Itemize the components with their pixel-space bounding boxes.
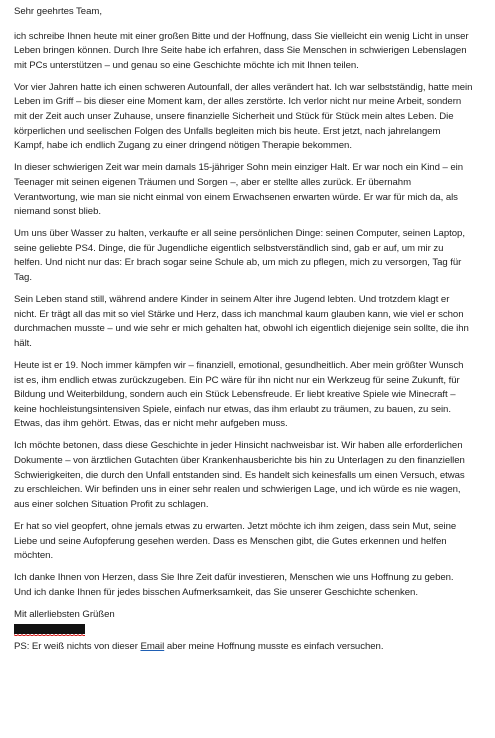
letter-closing: Mit allerliebsten Grüßen [14, 608, 115, 620]
paragraph-wish: Heute ist er 19. Noch immer kämpfen wir – finanziell, emotional, gesundheitlich. Aber mein größter Wunsch ist es, ihm endlich etwas zurückzugeben. Ein PC wäre für ihn nicht nur ein Werkzeug für seine Zukunft, für Bildung und Weiterbildung, sondern auch ein Stück Lebensfreude. Er liebt kreative Spiele wie Minecraft – keine hochleistungsintensiven Spiele, einfach nur etwas, das ihm erlaubt zu träumen, zu bauen, zu sein. Etwas, das ihm gehört. Etwas, das er nicht mehr aufgeben muss. [14, 359, 464, 430]
postscript-text-before: PS: Er weiß nichts von dieser [14, 641, 141, 653]
redacted-signature [14, 624, 85, 634]
paragraph-courage: Er hat so viel geopfert, ohne jemals etwas zu erwarten. Jetzt möchte ich ihm zeigen, dass sein Mut, seine Liebe und seine Aufopferung gesehen werden. Dass es Menschen gibt, die Gutes erkennen und helfen möchten. [14, 520, 457, 562]
paragraph-proof: Ich möchte betonen, dass diese Geschichte in jeder Hinsicht nachweisbar ist. Wir haben alle erforderlichen Dokumente – von ärztlichen Gutachten über Krankenhausberichte bis hin zu Unterlagen zu den finanziellen Schwierigkeiten, die durch den Unfall entstanden sind. Es handelt sich keinesfalls um einen Versuch, etwas zu erschleichen. Wir befinden uns in einer sehr realen und schwierigen Lage, und ich würde es nie wagen, aus einer solchen Situation Profit zu schlagen. [14, 440, 465, 510]
paragraph-sacrifices: Um uns über Wasser zu halten, verkaufte er all seine persönlichen Dinge: seinen Computer, seinen Laptop, seine geliebte PS4. Dinge, die für Jugendliche eigentlich selbstverständlich sind, gab er auf, um mir zu helfen. Und nicht nur das: Er brach sogar seine Schule ab, um mich zu pflegen, mich zu versorgen, Tag für Tag. [14, 228, 465, 283]
paragraph-intro: ich schreibe Ihnen heute mit einer großen Bitte und der Hoffnung, dass Sie vielleicht ein wenig Licht in unser Leben bringen können. Durch Ihre Seite habe ich erfahren, dass Sie Menschen in schwierigen Lebenslagen mit PCs unterstützen – und genau so eine Geschichte möchte ich mit Ihnen teilen. [14, 30, 469, 71]
postscript [14, 640, 473, 655]
paragraph-son-support: In dieser schwierigen Zeit war mein damals 15-jähriger Sohn mein einziger Halt. Er war noch ein Kind – ein Teenager mit seinen eigenen Träumen und Sorgen –, aber er stellte alles zurück. Er übernahm Verantwortung, wie man sie nicht einmal von einem Erwachsenen erwarten würde. Er war für mich da, als niemand sonst blieb. [14, 162, 464, 218]
letter-greeting: Sehr geehrtes Team, [14, 6, 102, 17]
paragraph-standstill: Sein Leben stand still, während andere Kinder in seinem Alter ihre Jugend lebten. Und trotzdem klagt er nicht. Er trägt all das mit so viel Stärke und Herz, dass ich manchmal kaum glauben kann, wie viel er schon durchmachen musste – und wie sehr er mich gehalten hat, obwohl ich eigentlich diejenige sein sollte, die ihn hält. [14, 294, 469, 349]
postscript-text-after: aber meine Hoffnung musste es einfach versuchen. [164, 641, 384, 653]
paragraph-thanks: Ich danke Ihnen von Herzen, dass Sie Ihre Zeit dafür investieren, Menschen wie uns Hoffnung zu geben. Und ich danke Ihnen für jedes bisschen Aufmerksamkeit, das Sie unserer Geschichte schenken. [14, 572, 454, 598]
email-word: Email [140, 641, 165, 653]
paragraph-accident: Vor vier Jahren hatte ich einen schweren Autounfall, der alles verändert hat. Ich war selbstständig, hatte mein Leben im Griff – bis dieser eine Moment kam, der alles zerstörte. Ich verlor nicht nur meine Arbeit, sondern mit der Zeit auch unser Zuhause, unsere finanzielle Sicherheit und Stück für Stück mein altes Leben. Die körperlichen und seelischen Folgen des Unfalls begleiten mich bis heute. Erst jetzt, nach jahrelangem Kampf, habe ich endlich Zugang zu einer dringend nötigen Therapie bekommen. [14, 81, 473, 152]
